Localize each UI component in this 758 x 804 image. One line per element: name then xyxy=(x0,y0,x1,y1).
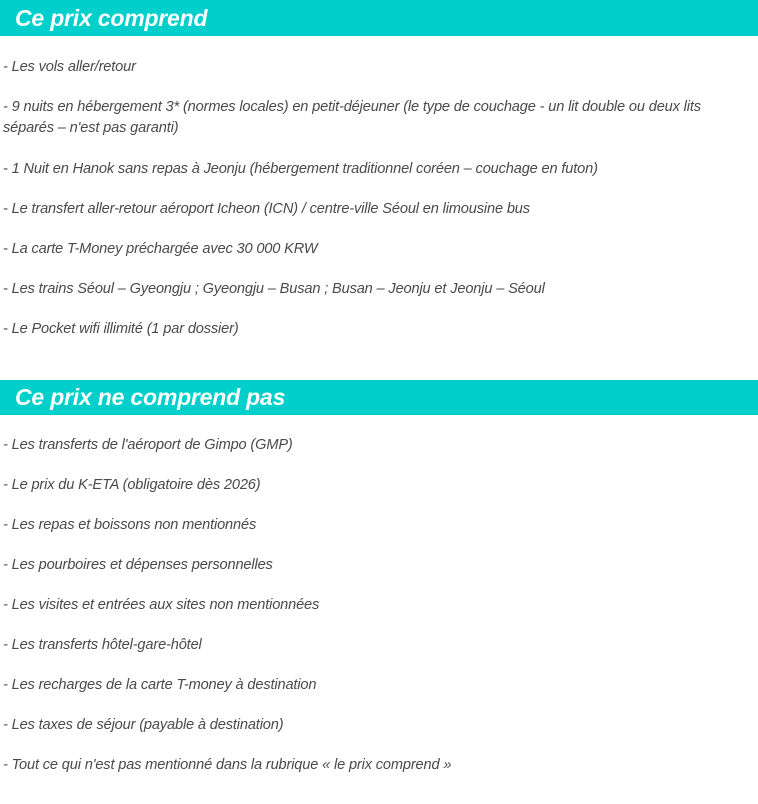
section-header-excludes: Ce prix ne comprend pas xyxy=(0,380,758,415)
list-item: - Les recharges de la carte T-money à destination xyxy=(3,677,317,693)
list-item: - Les taxes de séjour (payable à destination) xyxy=(3,717,284,733)
section-header-includes: Ce prix comprend xyxy=(0,0,758,36)
list-item: - Le prix du K-ETA (obligatoire dès 2026) xyxy=(3,477,261,493)
list-item: - Les vols aller/retour xyxy=(3,59,136,75)
list-item: - La carte T-Money préchargée avec 30 000 KRW xyxy=(3,241,318,257)
list-item: - Les pourboires et dépenses personnelles xyxy=(3,557,273,573)
list-item: - Tout ce qui n'est pas mentionné dans la rubrique « le prix comprend » xyxy=(3,757,452,773)
list-item: - Le transfert aller-retour aéroport Icheon (ICN) / centre-ville Séoul en limousine bus xyxy=(3,201,530,217)
excludes-list xyxy=(0,415,758,775)
list-item: - Les transferts de l'aéroport de Gimpo (GMP) xyxy=(3,437,293,453)
section-price-includes xyxy=(0,0,758,339)
section-price-excludes xyxy=(0,380,758,775)
list-item: - Les visites et entrées aux sites non mentionnées xyxy=(3,597,320,613)
list-item: - Les transferts hôtel-gare-hôtel xyxy=(3,637,202,653)
list-item: - Les trains Séoul – Gyeongju ; Gyeongju – Busan ; Busan – Jeonju et Jeonju – Séoul xyxy=(3,281,545,297)
list-item: - 1 Nuit en Hanok sans repas à Jeonju (hébergement traditionnel coréen – couchage en futon) xyxy=(3,161,598,177)
list-item: - Le Pocket wifi illimité (1 par dossier) xyxy=(3,321,239,337)
list-item: - Les repas et boissons non mentionnés xyxy=(3,517,257,533)
list-item: - 9 nuits en hébergement 3* (normes locales) en petit-déjeuner (le type de couchage - un lit double ou deux lits séparés – n'est pas garanti) xyxy=(3,99,701,136)
includes-list xyxy=(0,36,758,339)
section-gap xyxy=(0,359,758,380)
